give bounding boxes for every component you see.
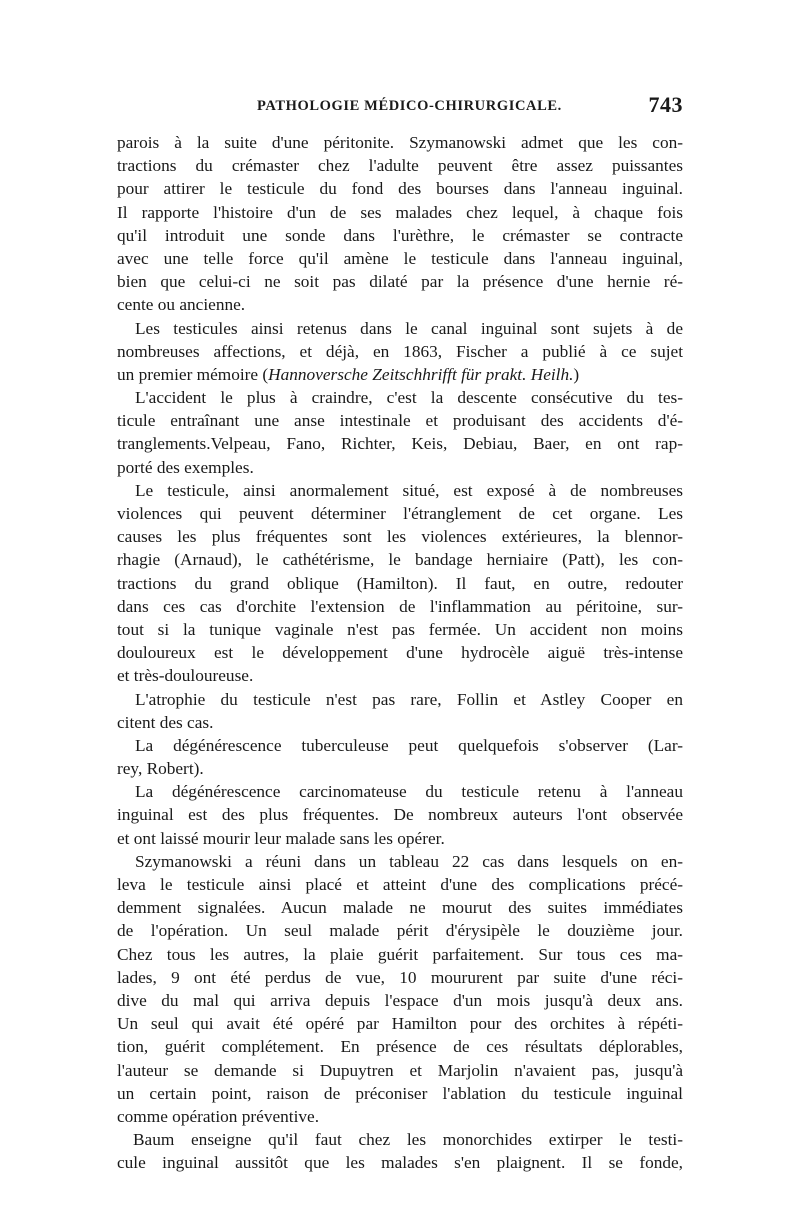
text-line: tion, guérit complétement. En présence de ces résultats déplorables, (117, 1037, 683, 1057)
text-line: l'auteur se demande si Dupuytren et Marjolin n'avaient pas, jusqu'à (117, 1060, 683, 1080)
text-line (117, 363, 683, 386)
text-line: dans ces cas d'orchite l'extension de l'inflammation au péritoine, sur- (117, 596, 683, 616)
text-line: douloureux est le développement d'une hydrocèle aiguë très-intense (117, 643, 683, 663)
text-line: leva le testicule ainsi placé et atteint d'une des complications précé- (117, 875, 683, 894)
text-line: avec une telle force qu'il amène le testicule dans l'anneau inguinal, (117, 248, 683, 268)
text-line: cule inguinal aussitôt que les malades s'en plaignent. Il se fonde, (117, 1153, 683, 1173)
text-line: Il rapporte l'histoire d'un de ses malades chez lequel, à chaque fois (117, 202, 683, 222)
body-text (117, 131, 683, 1174)
text-line: Baum enseigne qu'il faut chez les monorchides extirper le testi- (133, 1130, 683, 1150)
text-line: L'atrophie du testicule n'est pas rare, Follin et Astley Cooper en (135, 689, 683, 709)
text-line: demment signalées. Aucun malade ne mourut des suites immédiates (117, 898, 683, 918)
text-line: pour attirer le testicule du fond des bourses dans l'anneau inguinal. (117, 179, 683, 199)
text-line: et ont laissé mourir leur malade sans les opérer. (117, 828, 445, 848)
text-line: cente ou ancienne. (117, 295, 246, 315)
text-line: La dégénérescence tuberculeuse peut quelquefois s'observer (Lar- (135, 735, 683, 755)
text-line: rhagie (Arnaud), le cathétérisme, le bandage herniaire (Patt), les con- (117, 550, 683, 570)
text-line: Szymanowski a réuni dans un tableau 22 cas dans lesquels on en- (135, 851, 683, 871)
text-line: violences qui peuvent déterminer l'étranglement de cet organe. Les (117, 504, 683, 523)
text-segment: un premier mémoire ( (117, 364, 269, 384)
text-line: tractions du crémaster chez l'adulte peuvent être assez puissantes (117, 156, 683, 176)
text-line: dive du mal qui arriva depuis l'espace d'un mois jusqu'à deux ans. (117, 990, 683, 1010)
text-line: rey, Robert). (117, 759, 204, 779)
text-line: de l'opération. Un seul malade périt d'érysipèle le douzième jour. (117, 921, 683, 941)
text-line: et très-douloureuse. (117, 666, 254, 686)
text-segment: ) (573, 364, 580, 384)
text-line: tranglements.Velpeau, Fano, Richter, Keis, Debiau, Baer, en ont rap- (117, 434, 683, 454)
text-line: parois à la suite d'une péritonite. Szymanowski admet que les con- (117, 133, 683, 152)
text-line: ticule entraînant une anse intestinale et produisant des accidents d'é- (117, 411, 683, 431)
text-line: Chez tous les autres, la plaie guérit parfaitement. Sur tous ces ma- (117, 944, 683, 964)
text-line: Le testicule, ainsi anormalement situé, est exposé à de nombreuses (135, 480, 683, 500)
page-number: 743 (648, 92, 683, 117)
text-line: un certain point, raison de préconiser l'ablation du testicule inguinal (117, 1083, 683, 1103)
text-line: La dégénérescence carcinomateuse du testicule retenu à l'anneau (135, 782, 683, 802)
text-line: Les testicules ainsi retenus dans le canal inguinal sont sujets à de (135, 318, 683, 338)
citation-title: Hannoversche Zeitschhrifft für prakt. Heilh. (268, 364, 574, 384)
text-line: causes les plus fréquentes sont les violences extérieures, la blennor- (117, 527, 683, 547)
text-line: inguinal est des plus fréquentes. De nombreux auteurs l'ont observée (117, 805, 683, 825)
page-header (117, 94, 683, 120)
text-line: tractions du grand oblique (Hamilton). Il faut, en outre, redouter (117, 573, 683, 593)
running-title: PATHOLOGIE MÉDICO-CHIRURGICALE. (257, 98, 562, 114)
text-line: nombreuses affections, et déjà, en 1863, Fischer a publié à ce sujet (117, 341, 683, 361)
text-line: Un seul qui avait été opéré par Hamilton pour des orchites à répéti- (117, 1014, 683, 1034)
text-line: comme opération préventive. (117, 1106, 320, 1126)
text-line: citent des cas. (117, 712, 214, 732)
text-line: bien que celui-ci ne soit pas dilaté par la présence d'une hernie ré- (117, 272, 683, 292)
text-line: L'accident le plus à craindre, c'est la descente consécutive du tes- (135, 388, 683, 408)
text-line: porté des exemples. (117, 457, 254, 477)
text-line: qu'il introduit une sonde dans l'urèthre, le crémaster se contracte (117, 225, 683, 245)
text-line: lades, 9 ont été perdus de vue, 10 moururent par suite d'une réci- (117, 967, 683, 987)
text-line: tout si la tunique vaginale n'est pas fermée. Un accident non moins (117, 619, 683, 639)
